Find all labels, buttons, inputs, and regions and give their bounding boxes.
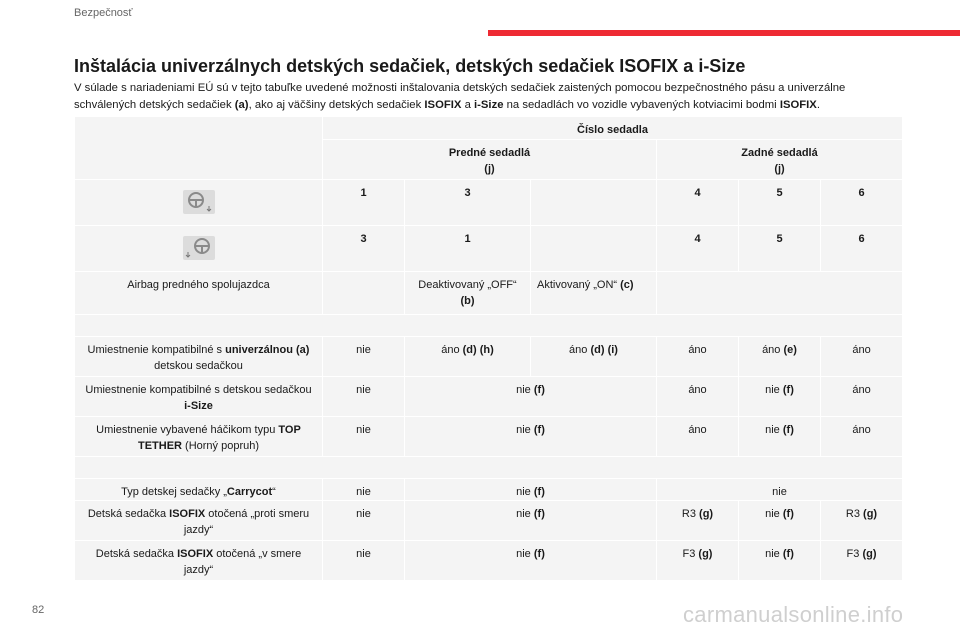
cell-value: nie (f)	[739, 377, 821, 417]
cell-value: áno	[657, 337, 739, 377]
table-row	[75, 226, 903, 272]
spacer-row	[75, 315, 903, 337]
isize-label: Umiestnenie kompatibilné s detskou sedačkou i-Size	[75, 377, 323, 417]
cell-value: nie	[323, 337, 405, 377]
seat-number: 1	[323, 180, 405, 226]
isofix-forward-label: Detská sedačka ISOFIX otočená „v smere jazdy“	[75, 541, 323, 581]
cell-value: nie (f)	[405, 417, 657, 457]
cell-value: nie	[323, 541, 405, 581]
accent-bar	[488, 30, 960, 36]
section-title: Bezpečnosť	[74, 7, 133, 19]
top-tether-label: Umiestnenie vybavené háčikom typu TOP TETHER (Horný popruh)	[75, 417, 323, 457]
cell-value: áno (d) (i)	[531, 337, 657, 377]
cell-value: nie	[323, 501, 405, 541]
cell-value: nie (f)	[405, 377, 657, 417]
seat-number: 3	[405, 180, 531, 226]
cell-value: nie (f)	[405, 479, 657, 501]
table-row	[75, 272, 903, 315]
airbag-off-cell: Deaktivovaný „OFF“ (b)	[405, 272, 531, 315]
seat-number: 5	[739, 180, 821, 226]
cell-value: nie (f)	[739, 501, 821, 541]
universal-label: Umiestnenie kompatibilné s univerzálnou (a) detskou sedačkou	[75, 337, 323, 377]
table-row	[75, 479, 903, 501]
table-row	[75, 117, 903, 140]
front-seats-header: Predné sedadlá (j)	[323, 140, 657, 180]
page-title: Inštalácia univerzálnych detských sedačiek, detských sedačiek ISOFIX a i-Size	[74, 56, 746, 76]
seat-number-header: Číslo sedadla	[323, 117, 903, 140]
spacer-row	[75, 457, 903, 479]
cell-value: R3 (g)	[657, 501, 739, 541]
cell-value: R3 (g)	[821, 501, 903, 541]
cell-value: nie	[323, 417, 405, 457]
table-row	[75, 377, 903, 417]
cell-value: áno	[821, 377, 903, 417]
seat-number: 4	[657, 226, 739, 272]
carrycot-label: Typ detskej sedačky „Carrycot“	[75, 479, 323, 501]
seat-number: 5	[739, 226, 821, 272]
cell-value: nie (f)	[405, 501, 657, 541]
cell-value: áno	[821, 337, 903, 377]
intro-paragraph: V súlade s nariadeniami EÚ sú v tejto tabuľke uvedené možnosti inštalovania detských sedačiek zaistených pomocou bezpečnostného pásu a univerzálne schválených detských sedačiek (a), ako aj väčšiny detských sedačiek ISOFIX a i-Size na sedadlách vo vozidle vybavených kotviacimi bodmi ISOFIX.	[74, 82, 846, 111]
cell-value: nie	[657, 479, 903, 501]
isofix-rearward-label: Detská sedačka ISOFIX otočená „proti smeru jazdy“	[75, 501, 323, 541]
cell-value: áno	[657, 377, 739, 417]
watermark: carmanualsonline.info	[683, 602, 904, 627]
cell-value: nie (f)	[739, 417, 821, 457]
airbag-on-cell: Aktivovaný „ON“ (c)	[531, 272, 657, 315]
seat-number: 6	[821, 180, 903, 226]
steering-wheel-left-icon	[182, 189, 216, 220]
airbag-label: Airbag predného spolujazdca	[75, 272, 323, 315]
seat-number: 4	[657, 180, 739, 226]
rear-seats-header: Zadné sedadlá (j)	[657, 140, 903, 180]
cell-value: nie	[323, 479, 405, 501]
cell-value: nie (f)	[405, 541, 657, 581]
table-row	[75, 180, 903, 226]
cell-value: áno (e)	[739, 337, 821, 377]
seat-number: 1	[405, 226, 531, 272]
cell-value: nie	[323, 377, 405, 417]
page-number: 82	[32, 604, 45, 616]
child-seat-table	[74, 116, 903, 581]
table-row	[75, 541, 903, 581]
cell-value: áno	[821, 417, 903, 457]
cell-value: áno (d) (h)	[405, 337, 531, 377]
seat-number: 3	[323, 226, 405, 272]
table-row	[75, 417, 903, 457]
steering-wheel-right-icon	[182, 235, 216, 266]
cell-value: nie (f)	[739, 541, 821, 581]
seat-number: 6	[821, 226, 903, 272]
cell-value: F3 (g)	[821, 541, 903, 581]
table-row	[75, 337, 903, 377]
cell-value: F3 (g)	[657, 541, 739, 581]
table-row	[75, 501, 903, 541]
cell-value: áno	[657, 417, 739, 457]
